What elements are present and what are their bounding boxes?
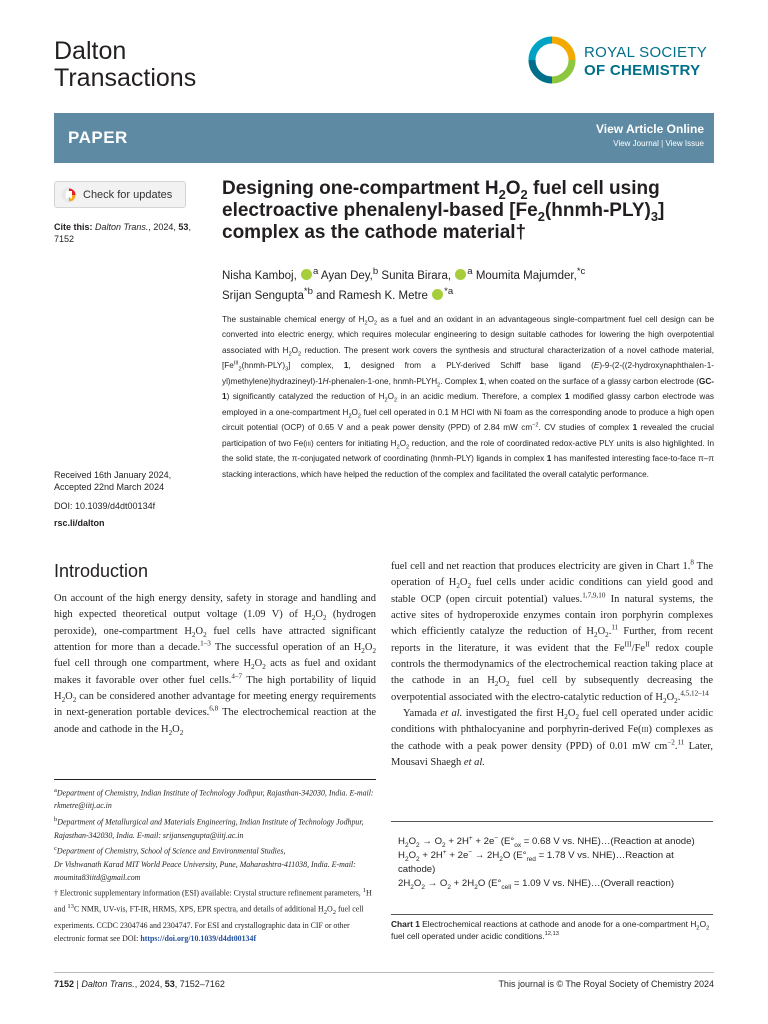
cite-label: Cite this:: [54, 222, 93, 232]
cite-year: , 2024,: [148, 222, 179, 232]
cite-journal: Dalton Trans.: [95, 222, 149, 232]
check-updates-icon: [61, 187, 77, 203]
journal-title-line2: Transactions: [54, 64, 197, 92]
journal-title-line1: Dalton: [54, 37, 127, 65]
section-heading-introduction: Introduction: [54, 561, 149, 581]
publisher-name-line2: OF CHEMISTRY: [584, 62, 701, 79]
article-type-label: PAPER: [68, 128, 128, 147]
author-name[interactable]: Ayan Dey,: [318, 269, 373, 282]
chart-top-rule: [391, 821, 713, 822]
chart-caption: Chart 1 Electrochemical reactions at cathode and anode for a one-compartment $H_2O_2$ fuel cell operated under acidic conditions.$^{12,13}$: [391, 919, 710, 941]
author-name[interactable]: and Ramesh K. Metre: [312, 289, 428, 302]
reaction-anode: $H_2O_2 \to O_2 + 2H^+ + 2e^-$ ($E^\circ_{ox} = 0.68$ V vs. NHE)…(Reaction at anode): [398, 834, 695, 849]
view-article-online-link[interactable]: View Article Online: [595, 122, 704, 136]
article-type-banner: [54, 113, 714, 163]
author-name[interactable]: Srijan Sengupta: [222, 289, 304, 302]
footnote-affiliation-a: $^a$Department of Chemistry, Indian Institute of Technology Jodhpur, Rajasthan-342030, India. E-mail: rkmetre@iitj.ac.in: [54, 787, 374, 811]
cite-pages: , 7152: [54, 222, 191, 244]
article-title: Designing one-compartment $H_2O_2$ fuel cell using electroactive phenalenyl-based $[Fe_2(hnmh-PLY)_3]$ complex as the cathode material†: [222, 178, 665, 243]
doi[interactable]: DOI: 10.1039/d4dt00134f: [54, 501, 156, 511]
orcid-icon[interactable]: [301, 269, 312, 280]
footer-citation: 7152 | Dalton Trans., 2024, 53, 7152–7162: [54, 979, 225, 989]
abstract: The sustainable chemical energy of $H_2O_2$ as a fuel and an oxidant in an advantageous single-compartment fuel cell design can be converted into electric energy, which requires molecular engineering to design suitable cathodes for lowering the high overpotential associated with $H_2O_2$ reduction. The present work covers the synthesis and structural characterization of a novel cathode material, $[Fe^{III}_2(hnmh-PLY)_3]$ complex, 1, designed from a PLY-derived Schiff base ligand (E)-9-(2-((2-hydroxynaphthalen-1-yl)methylene)hydrazineyl)-1H-phenalen-1-one, hnmh-$PLYH_2$. Complex 1, when coated on the surface of a glassy carbon electrode (GC-1) significantly catalyzed the reduction of $H_2O_2$ in an acidic medium. Therefore, a complex 1 modified glassy carbon electrode was employed in a one-compartment $H_2O_2$ fuel cell operated in 0.1 M HCl with Ni foam as the corresponding anode to produce a high open circuit potential (OCP) of 0.65 V and a peak power density (PPD) of 2.84 mW $cm^{-2}$. CV studies of complex 1 revealed the crucial participation of two Fe(iii) centers for initiating $H_2O_2$ reduction, and the role of coordinated redox-active PLY units is also highlighted. In the solid state, the π-conjugated network of coordinating (hnmh-PLY) ligands in complex 1 has manifested interesting face-to-face π–π stacking interactions, which have helped the reduction of the complex and facilitated the overall catalytic performance.: [222, 315, 715, 479]
body-paragraph: Yamada et al. investigated the first $H_2O_2$ fuel cell operated under acidic conditions with phthalocyanine and porphyrin-derived Fe(iii) complexes as the cathode with a peak power density (PPD) of 0.01 mW $cm^{-2}.^{11}$ Later, Mousavi Shaegh et al.: [391, 708, 714, 769]
view-issue-link[interactable]: View Issue: [665, 139, 704, 148]
footnotes: [54, 785, 376, 946]
author-affiliation: b: [372, 266, 379, 277]
cite-volume: 53: [178, 222, 189, 232]
received-date: Received 16th January 2024,: [54, 470, 172, 480]
orcid-icon[interactable]: [432, 289, 443, 300]
author-affiliation: *c: [576, 266, 586, 277]
check-updates-label: Check for updates: [83, 189, 173, 201]
journal-link[interactable]: rsc.li/dalton: [54, 518, 105, 528]
citation-info: [54, 221, 204, 245]
article-dates: [54, 469, 224, 493]
orcid-icon[interactable]: [455, 269, 466, 280]
author-affiliation: *b: [303, 285, 313, 297]
author-affiliation: a: [467, 266, 473, 277]
author-affiliation: a: [313, 266, 319, 277]
view-links: [613, 139, 704, 148]
page-number: 7152: [54, 979, 75, 989]
reaction-overall: $2H_2O_2 \to O_2 + 2H_2O$ ($E^\circ_{cell} = 1.09$ V vs. NHE)…(Overall reaction): [398, 877, 675, 891]
chart-caption-label: Chart 1: [391, 919, 420, 929]
rsc-logo-icon: [528, 36, 576, 84]
author-name[interactable]: Nisha Kamboj,: [222, 269, 297, 282]
footnote-affiliation-b: $^b$Department of Metallurgical and Materials Engineering, Indian Institute of Technology Jodhpur, Rajasthan-342030, India. E-mail: srijansengupta@iitj.ac.in: [54, 816, 364, 840]
author-name[interactable]: Moumita Majumder,: [472, 269, 577, 282]
accepted-date: Accepted 22nd March 2024: [54, 482, 165, 492]
author-affiliation: *a: [444, 285, 454, 297]
journal-title: [54, 38, 196, 92]
author-name[interactable]: Sunita Birara,: [378, 269, 452, 282]
reaction-cathode: $H_2O_2 + 2H^+ + 2e^- \to 2H_2O$ ($E^\circ_{red} = 1.78$ V vs. NHE)…Reaction at cathode): [398, 849, 674, 875]
body-column-right: [391, 559, 713, 771]
view-links-separator: |: [661, 139, 664, 148]
view-journal-link[interactable]: View Journal: [613, 139, 659, 148]
body-paragraph: On account of the high energy density, safety in storage and handling and high expected theoretical output voltage (1.09 V) of $H_2O_2$ (hydrogen peroxide), one-compartment $H_2O_2$ fuel cells have attracted significant attention for more than a decade.$^{1-3}$ The successful operation of an $H_2O_2$ fuel cell through one compartment, where $H_2O_2$ acts as fuel and oxidant makes it favorable over other fuel cells.$^{4-7}$ The high portability of liquid $H_2O_2$ can be considered another advantage for meeting energy requirements in next-generation portable devices.$^{6,8}$ The electrochemical reaction at the anode and cathode in the $H_2O_2$: [54, 593, 377, 737]
body-paragraph: fuel cell and net reaction that produces electricity are given in Chart 1.$^8$ The operation of $H_2O_2$ fuel cells under acidic conditions can yield good and stable OCP (open circuit potential) values.$^{1,7,9,10}$ In natural systems, the active sites of hydroperoxide enzymes contain iron porphyrin complexes which efficiently catalyze the reduction of $H_2O_2.^{11}$ Further, from recent reports in the literature, it was evident that the $Fe^{III}/Fe^{II}$ redox couple controls the thermodynamics of the electrochemical reaction taking place at the cathode in an $H_2O_2$ fuel cell by subsequently decreasing the overpotential associated with the electro-catalytic reduction of $H_2O_2.^{4,5,12-14}$: [391, 558, 714, 705]
footnote-divider: [54, 779, 376, 780]
footer-copyright: This journal is © The Royal Society of Chemistry 2024: [498, 979, 714, 989]
check-for-updates-button[interactable]: [54, 181, 186, 208]
body-column-left: [54, 591, 376, 738]
author-list: [222, 264, 702, 304]
publisher-logo[interactable]: [528, 36, 718, 84]
footnote-esi: † Electronic supplementary information (ESI) available: Crystal structure refinement parameters, $^1$H and $^{13}$C NMR, UV-vis, FT-IR, HRMS, XPS, EPR spectra, and details of additional $H_2O_2$ fuel cell experiments. CCDC 2304746 and 2304747. For ESI and crystallographic data in CIF or other electronic format see DOI: https://doi.org/10.1039/d4dt00134f: [54, 887, 372, 943]
esi-doi-link[interactable]: https://doi.org/10.1039/d4dt00134f: [140, 933, 257, 943]
footnote-affiliation-c: $^c$Department of Chemistry, School of Science and Environmental Studies, Dr Vishwanath Karad MIT World Peace University, Pune, Maharashtra-411038, India. E-mail: moumita83iitd@gmail.com: [54, 845, 356, 882]
publisher-name-line1: ROYAL SOCIETY: [584, 44, 708, 61]
chart-1-reactions: [398, 835, 710, 891]
footer-divider: [54, 972, 714, 973]
chart-bottom-rule: [391, 914, 713, 915]
